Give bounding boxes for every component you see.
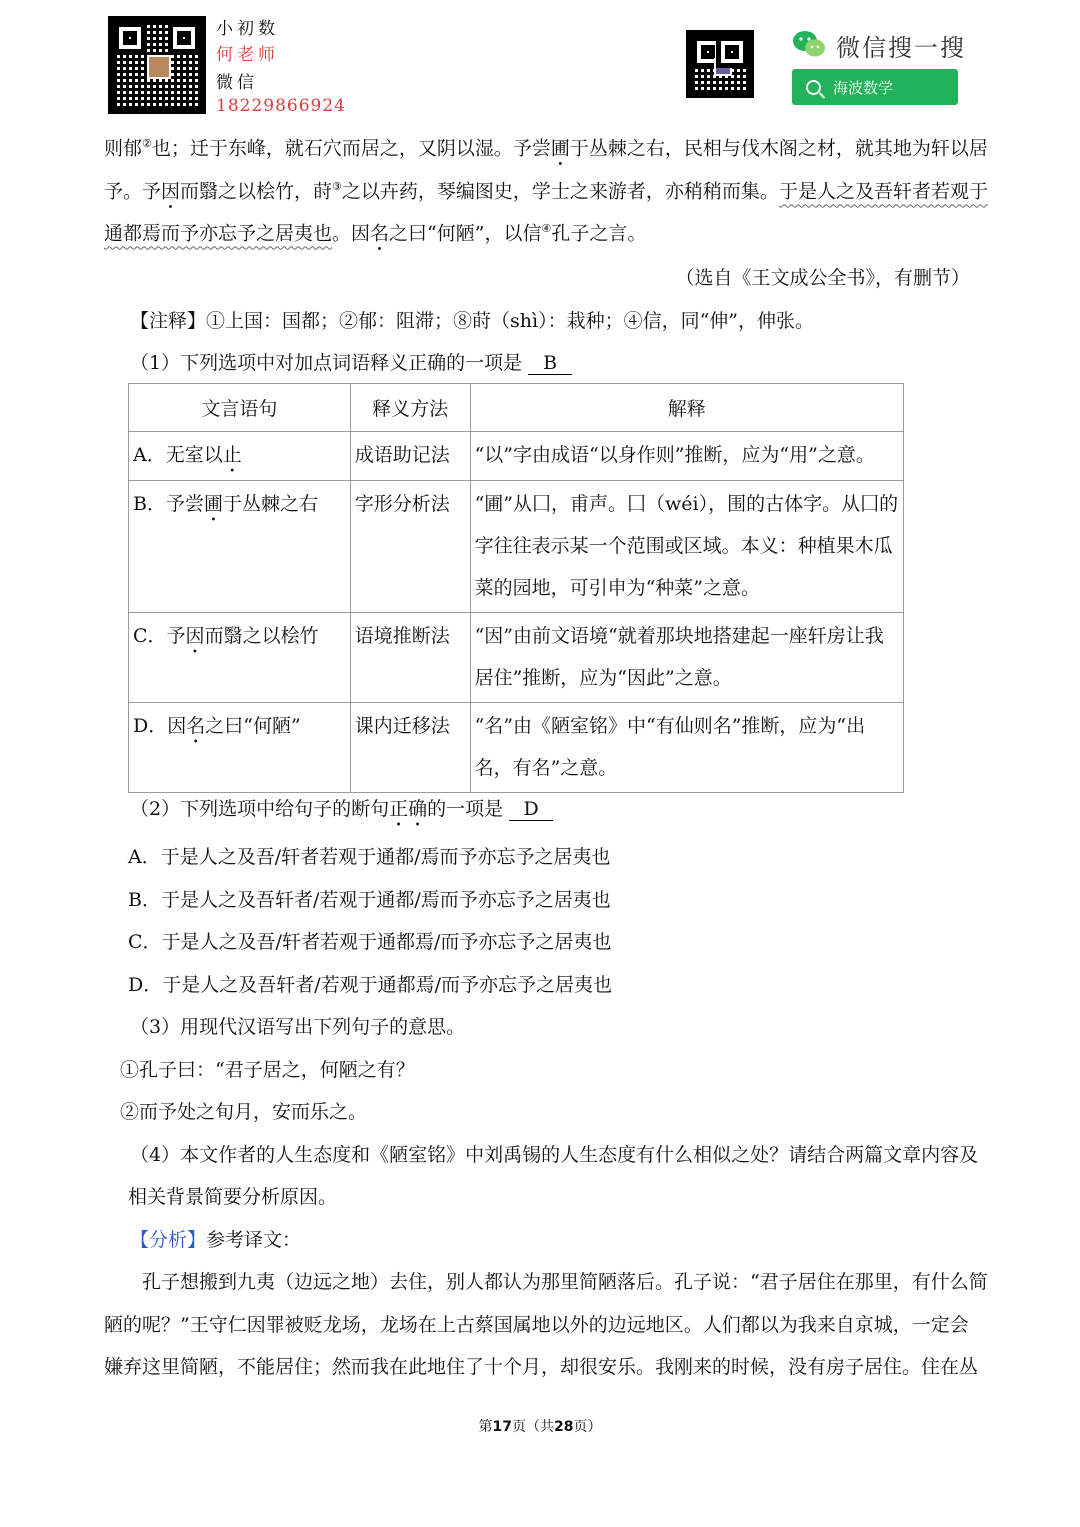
q2-option-b: B．于是人之及吾轩者/若观于通都/焉而予亦忘予之居夷也 xyxy=(128,889,611,911)
q4-line-2: 相关背景简要分析原因。 xyxy=(128,1186,338,1208)
analysis-line-3: 嫌弃这里简陋，不能居住；然而我在此地住了十个月，却很安乐。我刚来的时候，没有房子居住。住在丛 xyxy=(104,1356,979,1378)
q3-item-2: ②而予处之旬月，安而乐之。 xyxy=(120,1101,368,1123)
search-icon xyxy=(806,80,821,95)
q2-option-c: C．于是人之及吾/轩者若观于通都焉/而予亦忘予之居夷也 xyxy=(128,931,612,953)
table-cell-explain: “名”由《陋室铭》中“有仙则名”推断，应为“出名，有名”之意。 xyxy=(470,703,903,793)
table-cell-explain: “因”由前文语境“就着那块地搭建起一座轩房让我居住”推断，应为“因此”之意。 xyxy=(470,613,903,703)
analysis-line-1: 孔子想搬到九夷（边远之地）去住，别人都认为那里简陋落后。孔子说：“君子居住在那里，有什么简 xyxy=(142,1271,988,1293)
table-header-row xyxy=(129,384,904,432)
table-cell-sentence: A．无室以止 xyxy=(129,432,351,481)
avatar xyxy=(147,55,171,79)
wechat-search-title: 微信搜一搜 xyxy=(836,34,966,62)
table-cell-explain: “以”字由成语“以身作则”推断，应为“用”之意。 xyxy=(470,432,903,481)
table-cell-sentence: C．予因而翳之以桧竹 xyxy=(129,613,351,703)
q2-prompt: （2）下列选项中给句子的断句正确的一项是 D xyxy=(130,796,553,831)
table-cell-explain: “圃”从囗，甫声。囗（wéi），围的古体字。从囗的字往往表示某一个范围或区域。本义：种植果木瓜菜的园地，可引申为“种菜”之意。 xyxy=(470,481,903,613)
wechat-search-button[interactable] xyxy=(792,69,958,105)
table-header: 文言语句 xyxy=(129,384,351,432)
qr-logo xyxy=(714,58,732,76)
table-row xyxy=(129,613,904,703)
table-header: 释义方法 xyxy=(350,384,470,432)
passage-line-3: 通都焉而予亦忘予之居夷也。因名之曰“何陋”，以信④孔子之言。 xyxy=(104,222,647,245)
table-cell-method: 语境推断法 xyxy=(350,613,470,703)
table-row xyxy=(129,432,904,481)
table-header: 解释 xyxy=(470,384,903,432)
page-footer: 第17页（共28页） xyxy=(478,1419,602,1435)
analysis-tag: 【分析】 xyxy=(130,1229,207,1251)
q4-line-1: （4）本文作者的人生态度和《陋室铭》中刘禹锡的人生态度有什么相似之处？请结合两篇文章内容及 xyxy=(130,1144,979,1166)
table-cell-method: 课内迁移法 xyxy=(350,703,470,793)
q2-option-d: D．于是人之及吾轩者/若观于通都焉/而予亦忘予之居夷也 xyxy=(128,974,613,996)
table-row xyxy=(129,703,904,793)
q1-answer: B xyxy=(528,352,572,375)
header-line-2: 何老师 xyxy=(216,45,279,65)
qr-code-right xyxy=(686,30,754,98)
q3-item-1: ①孔子曰：“君子居之，何陋之有？ xyxy=(120,1059,415,1081)
search-label: 海波数学 xyxy=(833,78,894,97)
table-cell-sentence: B．予尝圃于丛棘之右 xyxy=(129,481,351,613)
passage-source: （选自《王文成公全书》，有删节） xyxy=(675,267,970,289)
table-cell-method: 字形分析法 xyxy=(350,481,470,613)
table-cell-method: 成语助记法 xyxy=(350,432,470,481)
analysis-heading: 【分析】参考译文： xyxy=(130,1229,302,1251)
q1-prompt: （1）下列选项中对加点词语释义正确的一项是 B xyxy=(130,350,572,376)
q3-prompt: （3）用现代汉语写出下列句子的意思。 xyxy=(130,1016,466,1038)
qr-code-left xyxy=(108,16,206,114)
wechat-icon xyxy=(792,30,826,58)
passage-line-2: 予。予因而翳之以桧竹，莳③之以卉药，琴编图史，学士之来游者，亦稍稍而集。于是人之及吾轩者若观于 xyxy=(104,180,988,203)
header-phone: 18229866924 xyxy=(216,96,346,116)
notes: 【注释】①上国：国都；②郁：阻滞；⑧莳（shì）：栽种；④信，同“伸”，伸张。 xyxy=(130,310,814,332)
header-line-3: 微信 xyxy=(216,73,258,93)
table-cell-sentence: D．因名之曰“何陋” xyxy=(129,703,351,793)
analysis-line-2: 陋的呢？”王守仁因罪被贬龙场，龙场在上古蔡国属地以外的边远地区。人们都以为我来自京城，一定会 xyxy=(104,1314,969,1336)
passage-line-1: 则郁②也；迁于东峰，就石穴而居之，又阴以湿。予尝圃于丛棘之右，民相与伐木阁之材，就其地为轩以居 xyxy=(104,137,988,160)
q2-option-a: A．于是人之及吾/轩者若观于通都/焉而予亦忘予之居夷也 xyxy=(128,846,611,868)
header-line-1: 小初数 xyxy=(216,19,279,39)
q1-table xyxy=(128,383,904,793)
table-row xyxy=(129,481,904,613)
q2-answer: D xyxy=(509,798,553,821)
